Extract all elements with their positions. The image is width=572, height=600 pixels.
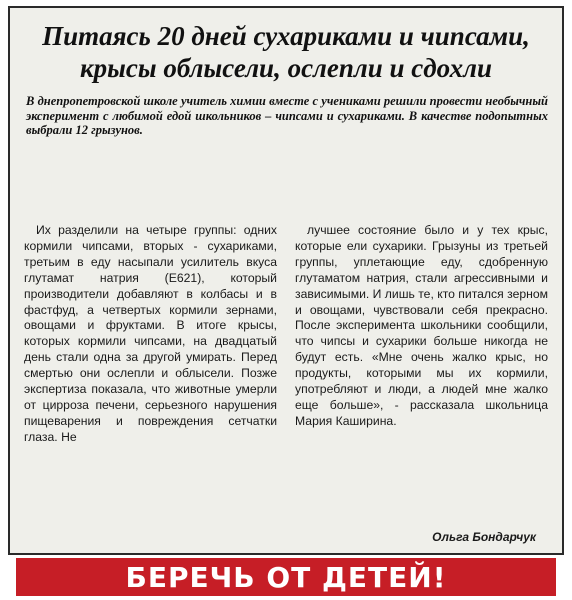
- article-lead: В днепропетровской школе учитель химии вместе с учениками решили провести необычный эксперимент с любимой едой школьников – чипсами и сухариками. В качестве подопытных выбрали 12 грызунов.: [26, 94, 548, 137]
- warning-banner: [16, 558, 556, 596]
- newspaper-clipping: [8, 6, 564, 555]
- article-column-left: Их разделили на четыре группы: одних кормили чипсами, вторых - сухариками, третьим в еду насыпали усилитель вкуса глутамат натрия (Е621), который производители добавляют в колбасы и в фастфуд, а четвертых кормили зернами, овощами и фруктами. В итоге крысы, которых кормили чипсами, на двадцатый день стали одна за другой умирать. Перед смертью они ослепли и облысели. Позже экспертиза показала, что животные умерли от цирроза печени, серьезного нарушения пищеварения и повреждения сетчатки глаза. Не: [24, 223, 277, 444]
- article-column-right: лучшее состояние было и у тех крыс, которые ели сухарики. Грызуны из третьей группы, уплетающие еду, сдобренную глутаматом натрия, стали агрессивными и зависимыми. И лишь те, кто питался зерном и овощами, чувствовали себя прекрасно. После эксперимента школьники сообщили, что чипсы и сухарики больше никогда не будут есть. «Мне очень жалко крыс, но продукты, которыми мы их кормили, употребляют и люди, а людей мне жалко еще больше», - рассказала школьница Мария Каширина.: [295, 223, 549, 428]
- article-author: Ольга Бондарчук: [432, 530, 536, 544]
- warning-banner-text: БЕРЕЧЬ ОТ ДЕТЕЙ!: [125, 560, 447, 594]
- article-headline: Питаясь 20 дней сухариками и чипсами, крысы облысели, ослепли и сдохли: [42, 21, 530, 83]
- article-body: [24, 223, 548, 446]
